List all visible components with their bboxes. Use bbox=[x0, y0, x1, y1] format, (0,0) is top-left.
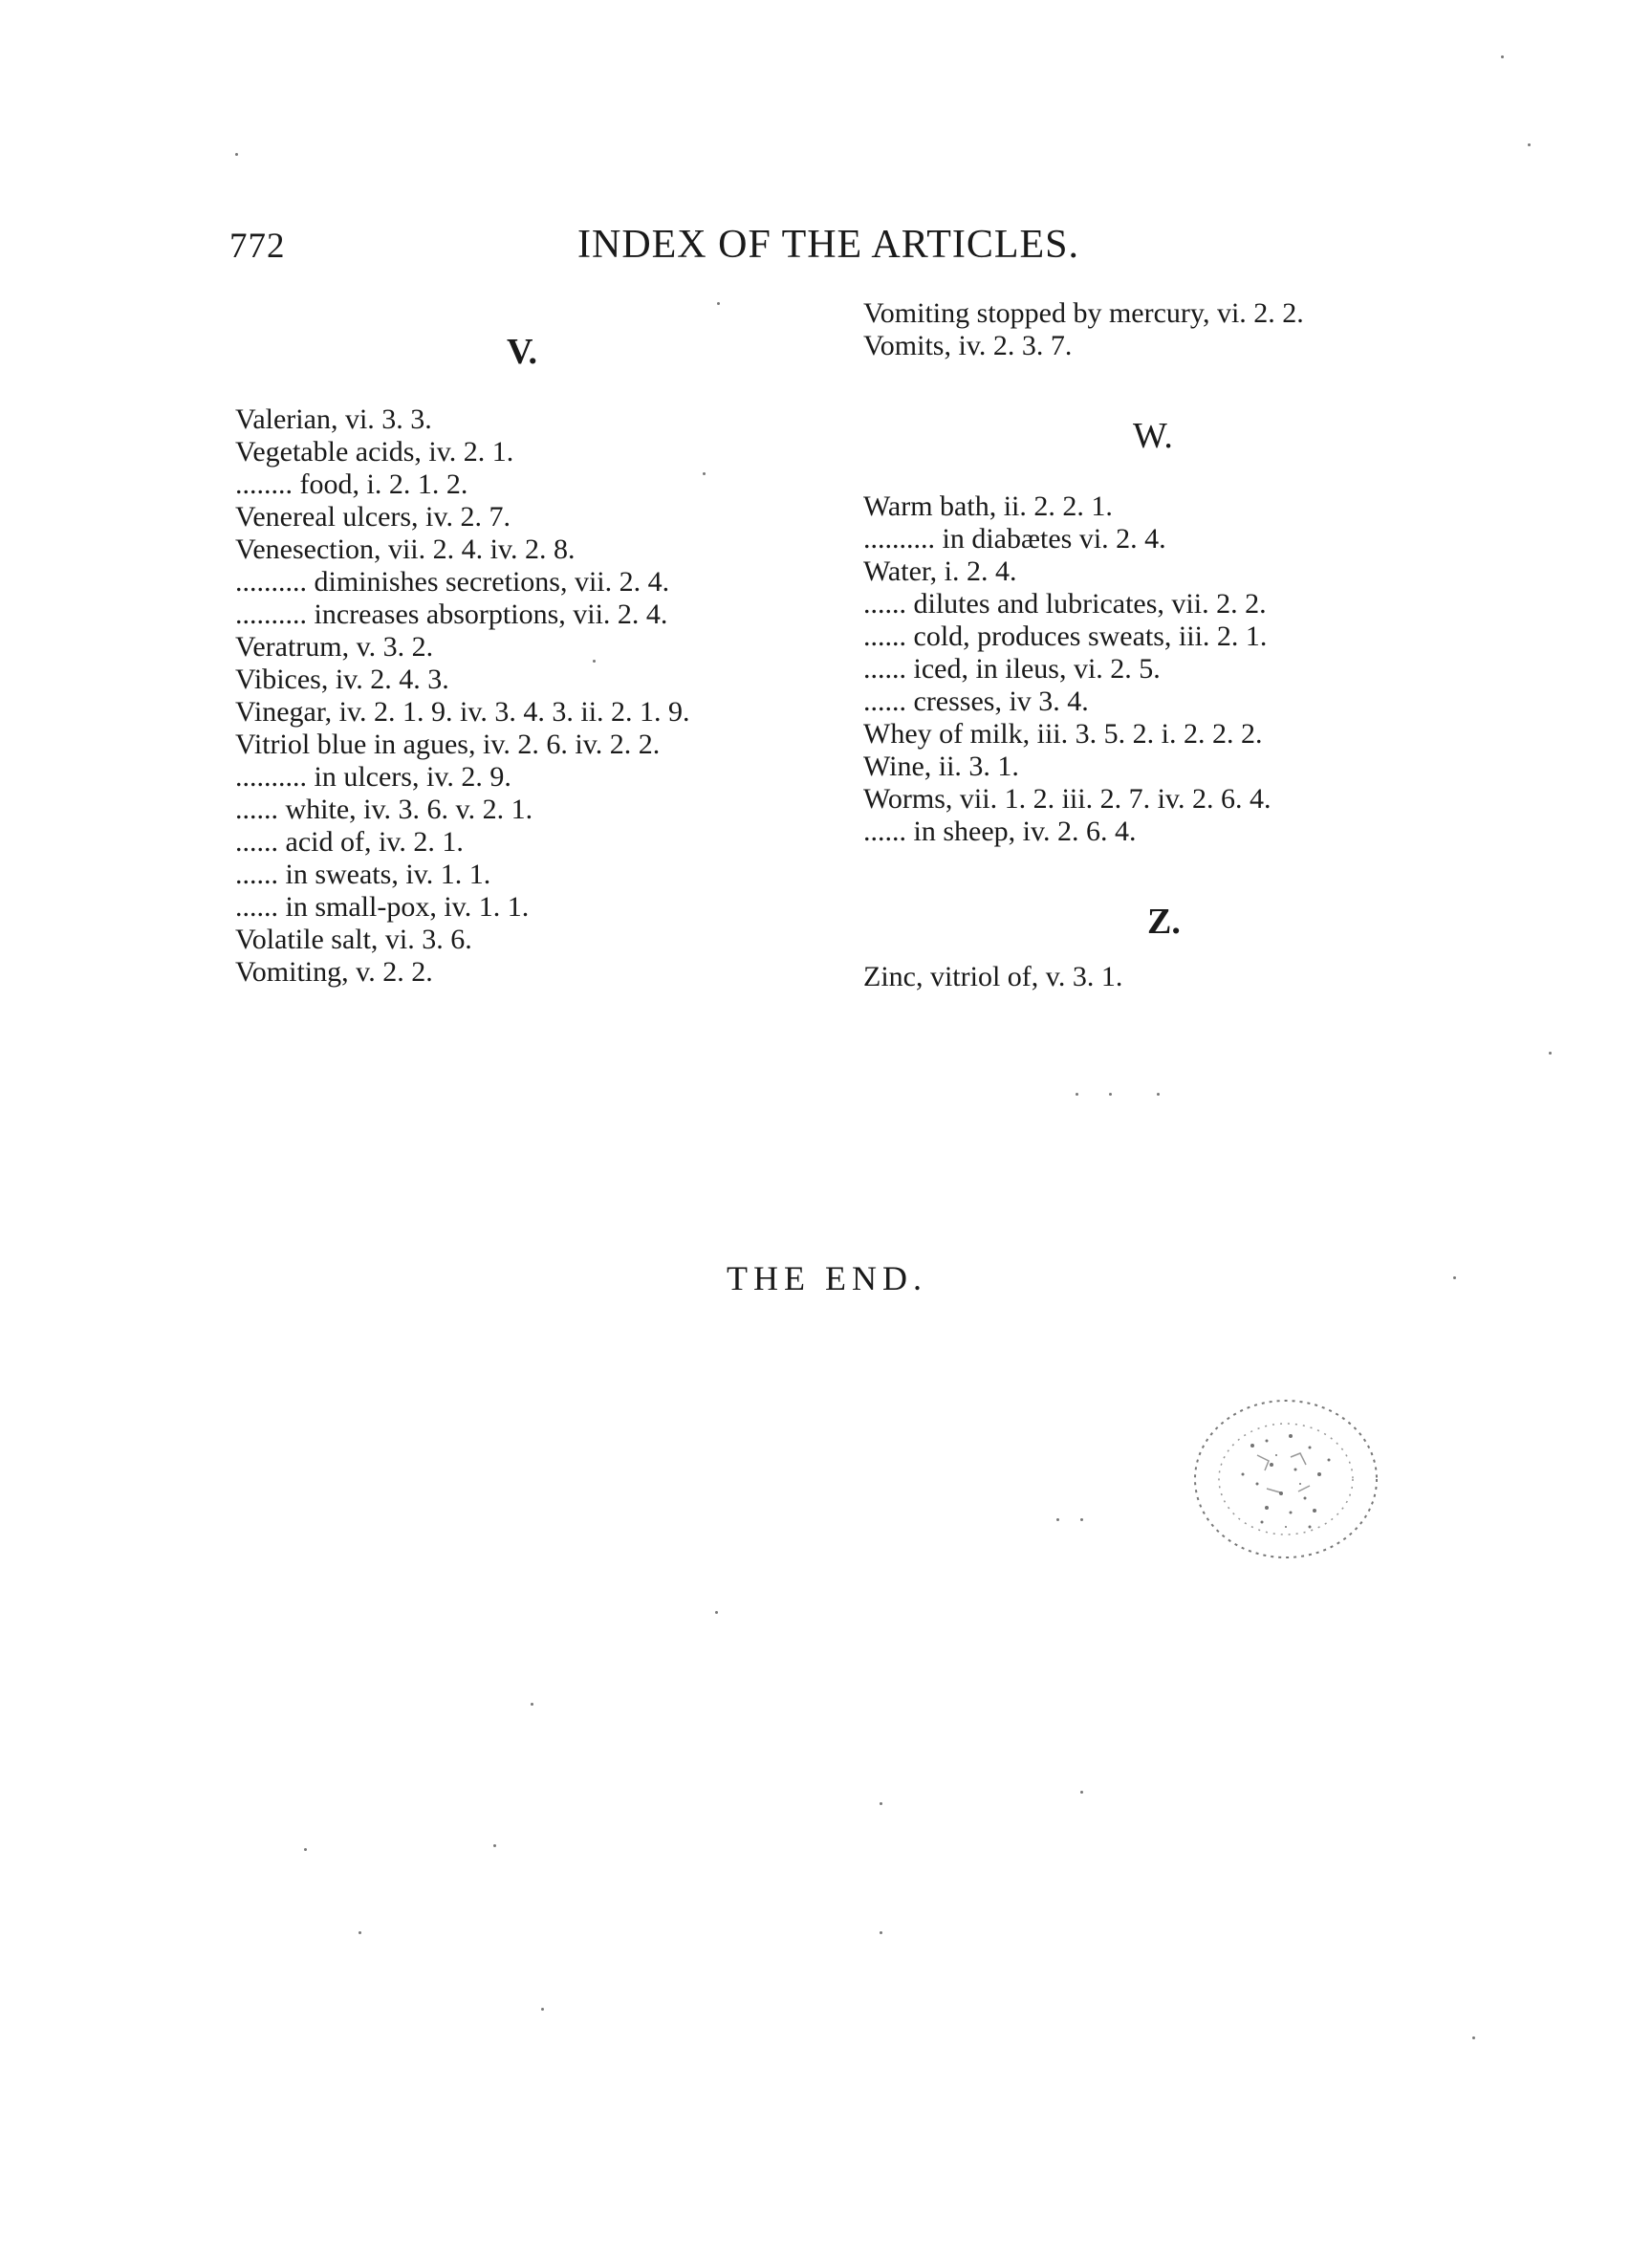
scan-speck bbox=[717, 302, 720, 305]
scan-speck bbox=[1453, 1276, 1456, 1279]
scan-speck bbox=[880, 1802, 882, 1805]
running-title: INDEX OF THE ARTICLES. bbox=[577, 223, 1080, 267]
section-letter-w: W. bbox=[1133, 416, 1173, 456]
index-entry: Water, i. 2. 4. bbox=[863, 555, 1017, 587]
index-entry: Veratrum, v. 3. 2. bbox=[235, 631, 434, 663]
index-entry: .......... diminishes secretions, vii. 2. 4. bbox=[235, 566, 670, 598]
index-column-right-z bbox=[863, 961, 1437, 993]
scan-speck bbox=[235, 153, 238, 156]
index-entry: Vibices, iv. 2. 4. 3. bbox=[235, 664, 449, 695]
index-entry: Venereal ulcers, iv. 2. 7. bbox=[235, 501, 511, 533]
index-entry: Vegetable acids, iv. 2. 1. bbox=[235, 436, 514, 468]
scan-speck bbox=[531, 1703, 533, 1706]
index-entry: ...... iced, in ileus, vi. 2. 5. bbox=[863, 653, 1161, 685]
index-entry: .......... in ulcers, iv. 2. 9. bbox=[235, 761, 511, 793]
index-column-right-w bbox=[863, 490, 1437, 848]
index-entry: Vitriol blue in agues, iv. 2. 6. iv. 2. 2. bbox=[235, 729, 661, 760]
scan-speck bbox=[1109, 1093, 1112, 1096]
index-entry: ...... dilutes and lubricates, vii. 2. 2. bbox=[863, 588, 1267, 620]
index-entry: ...... in sweats, iv. 1. 1. bbox=[235, 859, 491, 890]
section-letter-v: V. bbox=[507, 332, 538, 372]
index-entry: Valerian, vi. 3. 3. bbox=[235, 403, 432, 435]
scan-speck bbox=[1472, 2036, 1475, 2039]
scan-speck bbox=[880, 1931, 882, 1934]
scan-speck bbox=[715, 1611, 718, 1614]
index-entry: Vomits, iv. 2. 3. 7. bbox=[863, 330, 1073, 361]
scan-speck bbox=[1076, 1093, 1078, 1096]
index-entry: Volatile salt, vi. 3. 6. bbox=[235, 924, 472, 955]
index-entry: Vomiting, v. 2. 2. bbox=[235, 956, 433, 988]
index-entry: ...... white, iv. 3. 6. v. 2. 1. bbox=[235, 794, 533, 825]
scan-speck bbox=[1157, 1093, 1160, 1096]
page-number: 772 bbox=[229, 227, 286, 266]
index-entry: .......... increases absorptions, vii. 2. 4. bbox=[235, 599, 668, 630]
index-entry: Venesection, vii. 2. 4. iv. 2. 8. bbox=[235, 533, 576, 565]
scan-speck bbox=[1549, 1052, 1552, 1055]
index-entry: ...... in small-pox, iv. 1. 1. bbox=[235, 891, 530, 923]
index-entry: Wine, ii. 3. 1. bbox=[863, 751, 1019, 782]
index-column-left bbox=[235, 403, 828, 989]
index-entry: ...... acid of, iv. 2. 1. bbox=[235, 826, 464, 858]
scan-speck bbox=[493, 1844, 496, 1847]
scan-speck bbox=[1080, 1791, 1083, 1794]
scan-speck bbox=[703, 472, 706, 475]
scan-speck bbox=[593, 660, 596, 663]
library-stamp bbox=[1176, 1388, 1396, 1570]
index-entry: Vomiting stopped by mercury, vi. 2. 2. bbox=[863, 297, 1304, 329]
section-letter-z: Z. bbox=[1147, 902, 1181, 942]
index-entry: ........ food, i. 2. 1. 2. bbox=[235, 468, 468, 500]
index-entry: Whey of milk, iii. 3. 5. 2. i. 2. 2. 2. bbox=[863, 718, 1263, 750]
the-end: THE END. bbox=[727, 1259, 927, 1297]
scan-speck bbox=[1528, 143, 1531, 146]
scan-speck bbox=[1501, 55, 1504, 58]
scan-speck bbox=[1056, 1518, 1059, 1521]
index-entry: ...... cresses, iv 3. 4. bbox=[863, 686, 1089, 717]
index-entry: .......... in diabætes vi. 2. 4. bbox=[863, 523, 1166, 555]
scan-speck bbox=[1080, 1518, 1083, 1521]
scan-speck bbox=[359, 1931, 361, 1934]
index-entry: Warm bath, ii. 2. 2. 1. bbox=[863, 490, 1113, 522]
index-entry: ...... in sheep, iv. 2. 6. 4. bbox=[863, 816, 1137, 847]
index-entry: Vinegar, iv. 2. 1. 9. iv. 3. 4. 3. ii. 2. 1. 9. bbox=[235, 696, 690, 728]
index-entry: Zinc, vitriol of, v. 3. 1. bbox=[863, 961, 1123, 992]
index-column-right-top bbox=[863, 297, 1437, 362]
index-entry: Worms, vii. 1. 2. iii. 2. 7. iv. 2. 6. 4. bbox=[863, 783, 1272, 815]
scan-speck bbox=[541, 2008, 544, 2011]
index-entry: ...... cold, produces sweats, iii. 2. 1. bbox=[863, 620, 1268, 652]
scan-speck bbox=[304, 1848, 307, 1851]
